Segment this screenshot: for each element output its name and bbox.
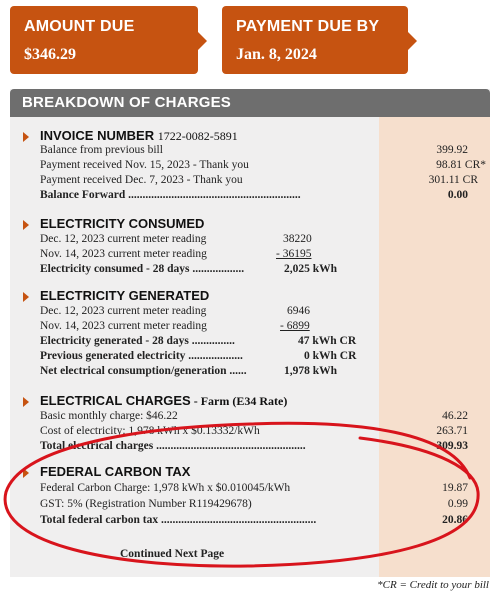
amount-due-badge bbox=[10, 6, 198, 74]
section-arrow-icon bbox=[23, 397, 29, 407]
invoice-total-row: Balance Forward ............................................................ 0.00 bbox=[40, 189, 468, 201]
invoice-number: 1722-0082-5891 bbox=[157, 129, 238, 143]
consumed-title: ELECTRICITY CONSUMED bbox=[40, 216, 205, 231]
consumed-row: Dec. 12, 2023 current meter reading 38220 bbox=[40, 233, 312, 245]
badge-arrow-icon bbox=[198, 32, 207, 50]
breakdown-header bbox=[10, 89, 490, 117]
charges-total-row: Total electrical charges .................................................... 309.93 bbox=[40, 440, 468, 452]
section-arrow-icon bbox=[23, 468, 29, 478]
breakdown-title: BREAKDOWN OF CHARGES bbox=[22, 94, 231, 111]
consumed-total-row: Electricity consumed - 28 days .................. 2,025 kWh bbox=[40, 263, 338, 275]
consumed-row: Nov. 14, 2023 current meter reading - 36195 bbox=[40, 248, 312, 260]
charges-row: Cost of electricity: 1,978 kWh x $0.13332/kWh 263.71 bbox=[40, 425, 468, 437]
generated-total-row: Net electrical consumption/generation ...... 1,978 kWh bbox=[40, 365, 338, 377]
generated-row: Previous generated electricity ................... 0 kWh CR bbox=[40, 350, 357, 362]
payment-due-value: Jan. 8, 2024 bbox=[236, 46, 317, 63]
amount-due-value: $346.29 bbox=[24, 46, 76, 63]
credit-footnote: *CR = Credit to your bill bbox=[377, 579, 489, 591]
carbon-tax-row: GST: 5% (Registration Number R119429678) 0.99 bbox=[40, 498, 468, 510]
carbon-tax-row: Federal Carbon Charge: 1,978 kWh x $0.010045/kWh 19.87 bbox=[40, 482, 468, 494]
charges-title: ELECTRICAL CHARGES - Farm (E34 Rate) bbox=[40, 393, 288, 408]
carbon-tax-total-row: Total federal carbon tax ...................................................... 20.86 bbox=[40, 514, 468, 526]
generated-row: Dec. 12, 2023 current meter reading 6946 bbox=[40, 305, 310, 317]
continued-note: Continued Next Page bbox=[120, 548, 225, 560]
generated-row: Electricity generated - 28 days ............... 47 kWh CR bbox=[40, 335, 357, 347]
breakdown-panel bbox=[10, 89, 490, 577]
charges-row: Basic monthly charge: $46.22 46.22 bbox=[40, 410, 468, 422]
amount-due-label: AMOUNT DUE bbox=[24, 18, 135, 35]
carbon-tax-title: FEDERAL CARBON TAX bbox=[40, 464, 191, 479]
generated-title: ELECTRICITY GENERATED bbox=[40, 288, 210, 303]
invoice-row: Payment received Nov. 15, 2023 - Thank you 98.81 CR* bbox=[40, 159, 486, 171]
section-arrow-icon bbox=[23, 292, 29, 302]
payment-due-label: PAYMENT DUE BY bbox=[236, 18, 380, 35]
invoice-row: Payment received Dec. 7, 2023 - Thank you 301.11 CR bbox=[40, 174, 478, 186]
section-arrow-icon bbox=[23, 220, 29, 230]
charges-subtitle: - Farm (E34 Rate) bbox=[190, 394, 288, 408]
section-arrow-icon bbox=[23, 132, 29, 142]
invoice-title: INVOICE NUMBER 1722-0082-5891 bbox=[40, 128, 238, 143]
invoice-row: Balance from previous bill 399.92 bbox=[40, 144, 468, 156]
payment-due-badge bbox=[222, 6, 408, 74]
badge-arrow-icon bbox=[408, 32, 417, 50]
generated-row: Nov. 14, 2023 current meter reading - 6899 bbox=[40, 320, 310, 332]
